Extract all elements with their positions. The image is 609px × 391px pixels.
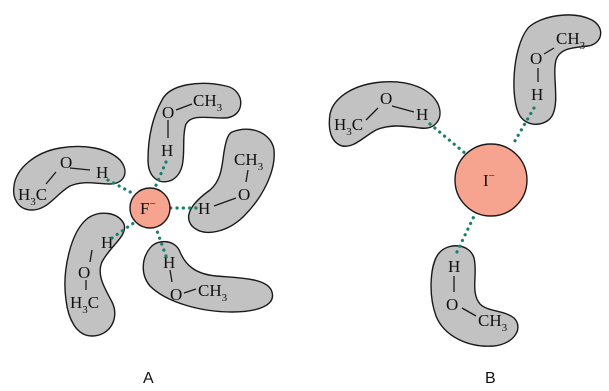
oxygen-atom: O: [60, 153, 73, 172]
hydrogen-atom: H: [161, 141, 174, 160]
oxygen-atom: O: [162, 103, 175, 122]
hydrogen-atom: H: [198, 199, 211, 218]
methanol-molecule: [14, 147, 125, 211]
methanol-molecule: [65, 213, 125, 336]
molecule-shape: [65, 213, 125, 336]
hydrogen-atom: H: [416, 105, 429, 124]
methyl-group: $CH_3$: [556, 29, 586, 52]
panel-a: [14, 83, 275, 387]
hydrogen-atom: H: [163, 253, 176, 272]
oxygen-atom: O: [238, 185, 251, 204]
panel-b: [329, 15, 600, 387]
fluoride-ion-label: F−: [140, 198, 156, 218]
methyl-group: $CH_3$: [234, 150, 264, 173]
hydrogen-atom: H: [96, 163, 109, 182]
hydrogen-atom: H: [531, 85, 544, 104]
oxygen-atom: O: [446, 295, 459, 314]
oxygen-atom: O: [380, 89, 393, 108]
oxygen-atom: O: [530, 49, 543, 68]
panel-a-caption: A: [143, 370, 154, 387]
methyl-group: $CH_3$: [478, 311, 508, 334]
methanol-molecule: [431, 246, 518, 346]
hydrogen-bond: [430, 124, 466, 154]
iodide-ion-label: I−: [483, 170, 495, 190]
hydrogen-atom: H: [101, 233, 114, 252]
methanol-molecule: [189, 129, 275, 232]
methyl-group: $H_3C$: [334, 115, 364, 138]
oxygen-atom: O: [170, 285, 183, 304]
methanol-molecule: [329, 82, 440, 147]
methyl-group: $CH_3$: [198, 281, 228, 304]
methanol-molecule: [514, 15, 601, 124]
methanol-molecule: [143, 242, 272, 312]
oxygen-atom: O: [78, 263, 91, 282]
methyl-group: $H_3C$: [18, 185, 48, 208]
methyl-group: $H_3C$: [70, 293, 100, 316]
panel-b-caption: B: [485, 370, 496, 387]
methyl-group: $CH_3$: [193, 91, 223, 114]
hydrogen-atom: H: [448, 257, 461, 276]
